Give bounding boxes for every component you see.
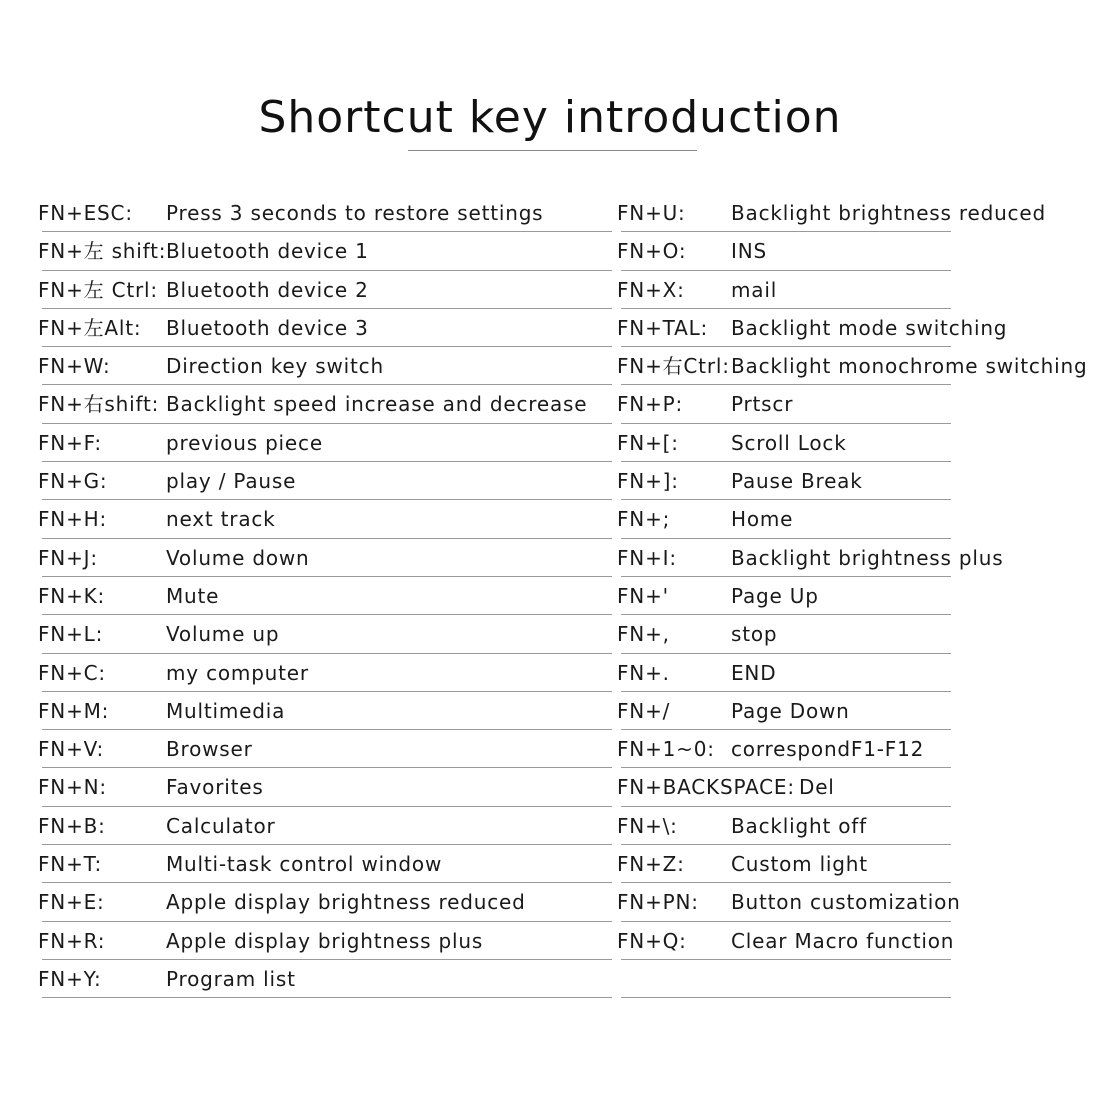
shortcut-key: FN+I: xyxy=(617,545,677,570)
shortcut-description: Bluetooth device 1 xyxy=(166,239,369,264)
shortcut-description: correspondF1-F12 xyxy=(731,737,925,762)
empty-row xyxy=(617,960,1097,998)
shortcut-row xyxy=(617,577,1097,615)
shortcut-description: Backlight monochrome switching xyxy=(731,354,1088,379)
shortcut-description: previous piece xyxy=(166,430,323,455)
shortcut-key: FN+Q: xyxy=(617,928,687,953)
shortcut-description: my computer xyxy=(166,660,309,685)
shortcut-row xyxy=(38,768,612,806)
shortcut-description: Prtscr xyxy=(731,392,794,417)
shortcut-row xyxy=(38,271,612,309)
title-underline xyxy=(408,150,697,151)
shortcut-row xyxy=(38,232,612,270)
shortcut-row xyxy=(38,692,612,730)
shortcut-key: FN+L: xyxy=(38,622,104,647)
shortcut-row xyxy=(617,232,1097,270)
shortcut-key: FN+K: xyxy=(38,583,106,608)
shortcut-description: stop xyxy=(731,622,778,647)
shortcut-row xyxy=(617,845,1097,883)
shortcut-row xyxy=(617,883,1097,921)
shortcut-row xyxy=(617,347,1097,385)
right-shortcut-column xyxy=(617,194,1097,998)
shortcut-description: INS xyxy=(731,239,767,264)
shortcut-description: Favorites xyxy=(166,775,264,800)
shortcut-key: FN+V: xyxy=(38,737,105,762)
shortcut-row xyxy=(617,539,1097,577)
shortcut-description: mail xyxy=(731,277,778,302)
shortcut-description: Clear Macro function xyxy=(731,928,955,953)
shortcut-key: FN+, xyxy=(617,622,670,647)
shortcut-key: FN+Y: xyxy=(38,966,102,991)
shortcut-row xyxy=(38,654,612,692)
shortcut-description: Direction key switch xyxy=(166,354,384,379)
shortcut-row xyxy=(38,500,612,538)
shortcut-row xyxy=(38,539,612,577)
shortcut-key: FN+\: xyxy=(617,813,678,838)
shortcut-description: Multimedia xyxy=(166,698,286,723)
shortcut-row xyxy=(617,194,1097,232)
shortcut-key: FN+W: xyxy=(38,354,111,379)
shortcut-key: FN+O: xyxy=(617,239,687,264)
shortcut-row xyxy=(38,807,612,845)
shortcut-description: Del xyxy=(799,775,835,800)
shortcut-key: FN+H: xyxy=(38,507,107,532)
shortcut-key: FN+/ xyxy=(617,698,671,723)
shortcut-row xyxy=(617,768,1097,806)
shortcut-row xyxy=(617,500,1097,538)
shortcut-row xyxy=(617,654,1097,692)
shortcut-key: FN+; xyxy=(617,507,671,532)
shortcut-row xyxy=(617,309,1097,347)
shortcut-row xyxy=(38,577,612,615)
shortcut-row xyxy=(38,424,612,462)
shortcut-description: play / Pause xyxy=(166,469,297,494)
shortcut-row xyxy=(38,309,612,347)
shortcut-key: FN+BACKSPACE: xyxy=(617,775,795,800)
shortcut-row xyxy=(617,692,1097,730)
shortcut-row xyxy=(617,271,1097,309)
shortcut-description: Volume up xyxy=(166,622,280,647)
shortcut-row xyxy=(38,845,612,883)
shortcut-key: FN+C: xyxy=(38,660,106,685)
shortcut-description: Page Down xyxy=(731,698,850,723)
shortcut-key: FN+B: xyxy=(38,813,106,838)
shortcut-description: Press 3 seconds to restore settings xyxy=(166,201,544,225)
shortcut-key: FN+]: xyxy=(617,469,679,494)
shortcut-row xyxy=(617,807,1097,845)
shortcut-description: Apple display brightness reduced xyxy=(166,890,526,915)
page-title: Shortcut key introduction xyxy=(258,92,842,143)
shortcut-key: FN+TAL: xyxy=(617,315,709,340)
shortcut-key: FN+右shift: xyxy=(38,392,160,417)
shortcut-key: FN+E: xyxy=(38,890,105,915)
shortcut-row xyxy=(38,194,612,232)
shortcut-description: Multi-task control window xyxy=(166,852,443,877)
shortcut-row xyxy=(38,385,612,423)
shortcut-description: Backlight speed increase and decrease xyxy=(166,392,588,417)
shortcut-row xyxy=(617,615,1097,653)
shortcut-row xyxy=(38,960,612,998)
shortcut-key: FN+右Ctrl: xyxy=(617,354,730,379)
shortcut-key: FN+1~0: xyxy=(617,737,715,762)
shortcut-row xyxy=(617,424,1097,462)
shortcut-description: Apple display brightness plus xyxy=(166,928,484,953)
shortcut-description: END xyxy=(731,660,777,685)
shortcut-key: FN+M: xyxy=(38,698,110,723)
shortcut-key: FN+P: xyxy=(617,392,684,417)
shortcut-description: Browser xyxy=(166,737,253,762)
shortcut-key: FN+. xyxy=(617,660,670,685)
shortcut-description: Calculator xyxy=(166,813,276,838)
shortcut-description: Home xyxy=(731,507,794,532)
shortcut-key: FN+ESC: xyxy=(38,201,133,225)
shortcut-key: FN+J: xyxy=(38,545,98,570)
shortcut-key: FN+X: xyxy=(617,277,685,302)
shortcut-row xyxy=(38,615,612,653)
shortcut-row xyxy=(38,347,612,385)
shortcut-description: Custom light xyxy=(731,852,868,877)
shortcut-description: Page Up xyxy=(731,583,819,608)
shortcut-description: Backlight mode switching xyxy=(731,315,1008,340)
shortcut-row xyxy=(38,883,612,921)
shortcut-row xyxy=(617,922,1097,960)
left-shortcut-column xyxy=(38,194,612,998)
shortcut-key: FN+左Alt: xyxy=(38,315,142,340)
shortcut-key: FN+' xyxy=(617,583,669,608)
shortcut-description: Mute xyxy=(166,583,220,608)
shortcut-row xyxy=(38,730,612,768)
shortcut-row xyxy=(617,385,1097,423)
shortcut-row xyxy=(38,462,612,500)
shortcut-key: FN+Z: xyxy=(617,852,685,877)
shortcut-row xyxy=(617,730,1097,768)
shortcut-key: FN+N: xyxy=(38,775,107,800)
shortcut-description: Backlight brightness reduced xyxy=(731,201,1046,225)
shortcut-description: next track xyxy=(166,507,276,532)
shortcut-key: FN+F: xyxy=(38,430,102,455)
shortcut-description: Volume down xyxy=(166,545,310,570)
shortcut-key: FN+左 shift: xyxy=(38,239,167,264)
shortcut-description: Bluetooth device 2 xyxy=(166,277,369,302)
shortcut-key: FN+R: xyxy=(38,928,106,953)
shortcut-key: FN+[: xyxy=(617,430,679,455)
shortcut-row xyxy=(38,922,612,960)
shortcut-description: Pause Break xyxy=(731,469,863,494)
shortcut-description: Scroll Lock xyxy=(731,430,847,455)
shortcut-description: Bluetooth device 3 xyxy=(166,315,369,340)
shortcut-key: FN+PN: xyxy=(617,890,699,915)
shortcut-description: Button customization xyxy=(731,890,961,915)
shortcut-row xyxy=(617,462,1097,500)
shortcut-description: Program list xyxy=(166,966,296,991)
shortcut-key: FN+U: xyxy=(617,201,686,225)
shortcut-key: FN+T: xyxy=(38,852,102,877)
shortcut-key: FN+G: xyxy=(38,469,108,494)
shortcut-description: Backlight off xyxy=(731,813,867,838)
shortcut-key: FN+左 Ctrl: xyxy=(38,277,158,302)
shortcut-description: Backlight brightness plus xyxy=(731,545,1004,570)
